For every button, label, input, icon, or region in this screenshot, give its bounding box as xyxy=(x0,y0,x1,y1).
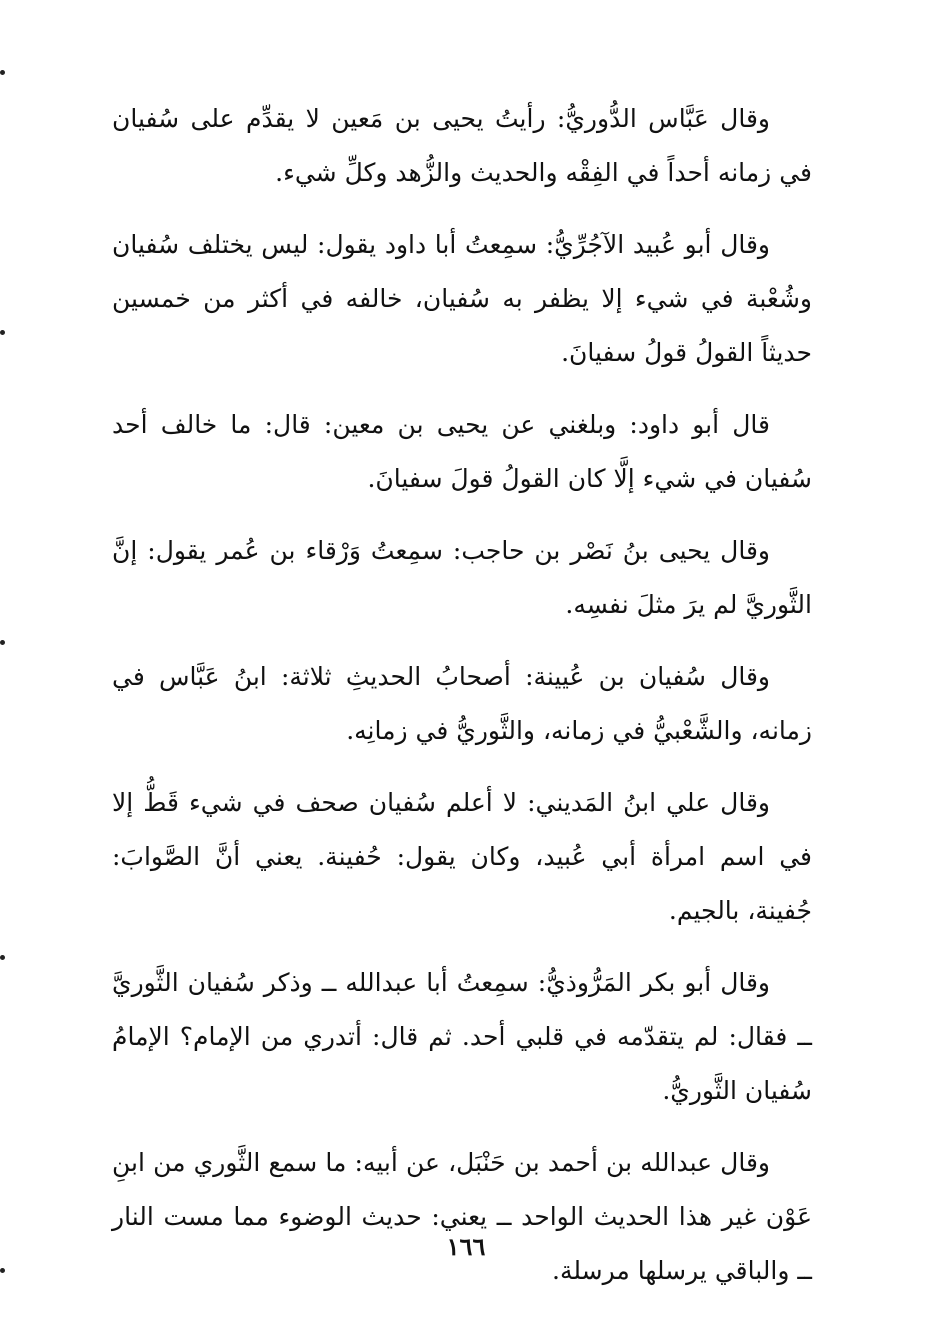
paragraph: وقال أبو عُبيد الآجُرِّيُّ: سمِعتُ أبا داود يقول: ليس يختلف سُفيان وشُعْبة في شيء إلا يظفر به سُفيان، خالفه في أكثر من خمسين حديثاً القولُ قولُ سفيانَ. xyxy=(112,230,812,367)
paragraph: قال أبو داود: وبلغني عن يحيى بن معين: قال: ما خالف أحد سُفيان في شيء إلَّا كان القولُ قولَ سفيانَ. xyxy=(112,410,812,493)
paragraph: وقال عبدالله بن أحمد بن حَنْبَل، عن أبيه: ما سمع الثَّوري من ابنِ عَوْن غير هذا الحديث الواحد ــ يعني: حديث الوضوء مما مست النار ــ والباقي يرسلها مرسلة. xyxy=(112,1148,812,1285)
margin-mark xyxy=(0,70,5,75)
paragraph: وقال يحيى بنُ نَصْر بن حاجب: سمِعتُ وَرْقاء بن عُمر يقول: إنَّ الثَّوريَّ لم يرَ مثلَ نفسِه. xyxy=(112,536,812,619)
paragraph: وقال سُفيان بن عُيينة: أصحابُ الحديثِ ثلاثة: ابنُ عَبَّاس في زمانه، والشَّعْبيُّ في زمانه، والثَّوريُّ في زمانِه. xyxy=(112,662,812,745)
margin-mark xyxy=(0,330,5,335)
margin-mark xyxy=(0,955,5,960)
margin-mark xyxy=(0,1268,5,1273)
page-number: ١٦٦ xyxy=(446,1232,486,1261)
body-text xyxy=(112,92,812,1316)
paragraph: وقال أبو بكر المَرُّوذيُّ: سمِعتُ أبا عبدالله ــ وذكر سُفيان الثَّوريَّ ــ فقال: لم يتقدّمه في قلبي أحد. ثم قال: أتدري من الإمام؟ الإمامُ سُفيان الثَّوريُّ. xyxy=(112,968,812,1105)
paragraph: وقال علي ابنُ المَديني: لا أعلم سُفيان صحف في شيء قَطُّ إلا في اسم امرأة أبي عُبيد، وكان يقول: حُفينة. يعني أنَّ الصَّوابَ: جُفينة، بالجيم. xyxy=(112,788,812,925)
margin-mark xyxy=(0,640,5,645)
paragraph: وقال عَبَّاس الدُّوريُّ: رأيتُ يحيى بن مَعين لا يقدِّم على سُفيان في زمانه أحداً في الفِقْه والحديث والزُّهد وكلِّ شيء. xyxy=(112,104,812,187)
